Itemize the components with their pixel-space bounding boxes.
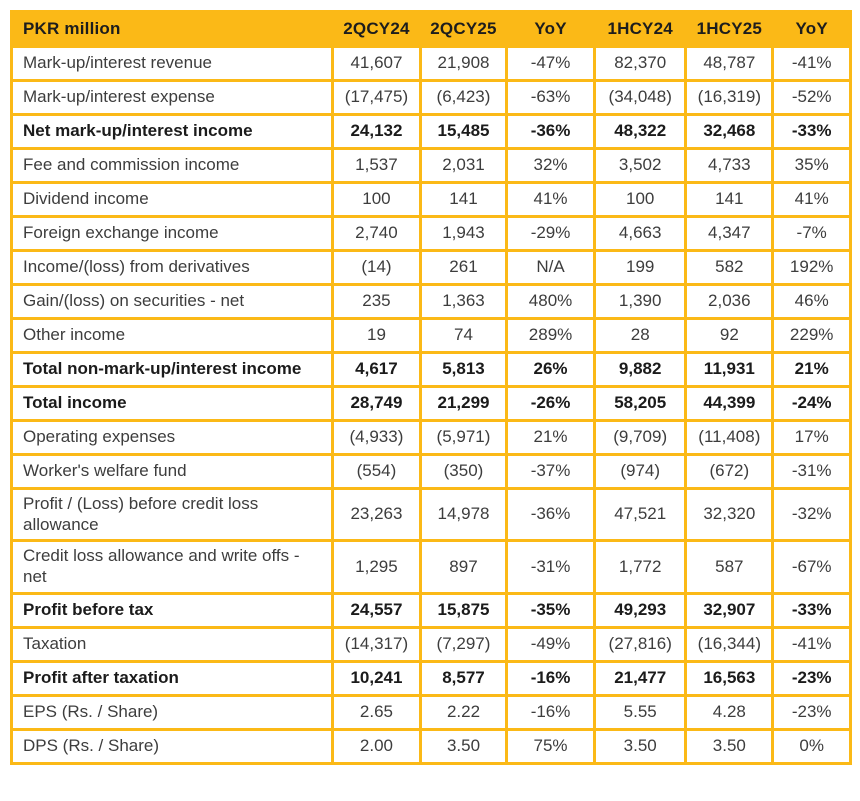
value-cell: -32% <box>773 489 851 541</box>
row-label: Credit loss allowance and write offs - net <box>12 541 333 593</box>
value-cell: (34,048) <box>595 81 686 115</box>
value-cell: -36% <box>506 115 594 149</box>
value-cell: 1,943 <box>421 217 507 251</box>
value-cell: (7,297) <box>421 627 507 661</box>
value-cell: -23% <box>773 661 851 695</box>
value-cell: 10,241 <box>332 661 420 695</box>
table-row <box>12 285 851 319</box>
row-label: Gain/(loss) on securities - net <box>12 285 333 319</box>
value-cell: 44,399 <box>686 387 773 421</box>
value-cell: 4.28 <box>686 695 773 729</box>
value-cell: 199 <box>595 251 686 285</box>
row-label: Total non-mark-up/interest income <box>12 353 333 387</box>
column-header-2qcy25: 2QCY25 <box>421 12 507 47</box>
row-label: Total income <box>12 387 333 421</box>
value-cell: 21,299 <box>421 387 507 421</box>
value-cell: (350) <box>421 455 507 489</box>
value-cell: -33% <box>773 593 851 627</box>
value-cell: 289% <box>506 319 594 353</box>
value-cell: (974) <box>595 455 686 489</box>
value-cell: -47% <box>506 47 594 81</box>
table-row <box>12 47 851 81</box>
value-cell: 8,577 <box>421 661 507 695</box>
table-row <box>12 251 851 285</box>
value-cell: 92 <box>686 319 773 353</box>
value-cell: 2.65 <box>332 695 420 729</box>
row-label: Profit after taxation <box>12 661 333 695</box>
value-cell: 4,733 <box>686 149 773 183</box>
value-cell: 4,617 <box>332 353 420 387</box>
table-row <box>12 455 851 489</box>
value-cell: 3.50 <box>421 729 507 763</box>
table-row <box>12 593 851 627</box>
table-row <box>12 353 851 387</box>
table-body <box>12 47 851 764</box>
value-cell: 41% <box>506 183 594 217</box>
table-row <box>12 695 851 729</box>
value-cell: -36% <box>506 489 594 541</box>
table-row <box>12 115 851 149</box>
value-cell: 32,468 <box>686 115 773 149</box>
table-row <box>12 217 851 251</box>
column-header-2qcy24: 2QCY24 <box>332 12 420 47</box>
value-cell: 100 <box>332 183 420 217</box>
value-cell: -67% <box>773 541 851 593</box>
table-row <box>12 183 851 217</box>
value-cell: 24,557 <box>332 593 420 627</box>
value-cell: 587 <box>686 541 773 593</box>
value-cell: -29% <box>506 217 594 251</box>
value-cell: 141 <box>686 183 773 217</box>
value-cell: 3.50 <box>686 729 773 763</box>
value-cell: 48,787 <box>686 47 773 81</box>
value-cell: 141 <box>421 183 507 217</box>
value-cell: 5,813 <box>421 353 507 387</box>
value-cell: 17% <box>773 421 851 455</box>
value-cell: 2.00 <box>332 729 420 763</box>
value-cell: 1,772 <box>595 541 686 593</box>
row-label: Foreign exchange income <box>12 217 333 251</box>
value-cell: 2,036 <box>686 285 773 319</box>
value-cell: 4,347 <box>686 217 773 251</box>
row-label: Worker's welfare fund <box>12 455 333 489</box>
row-label: Net mark-up/interest income <box>12 115 333 149</box>
value-cell: 15,485 <box>421 115 507 149</box>
value-cell: (14,317) <box>332 627 420 661</box>
value-cell: -52% <box>773 81 851 115</box>
row-label: Mark-up/interest revenue <box>12 47 333 81</box>
column-header-1hcy25: 1HCY25 <box>686 12 773 47</box>
value-cell: 82,370 <box>595 47 686 81</box>
value-cell: 582 <box>686 251 773 285</box>
table-row <box>12 661 851 695</box>
value-cell: 32% <box>506 149 594 183</box>
value-cell: 2,740 <box>332 217 420 251</box>
value-cell: -41% <box>773 627 851 661</box>
row-label: Fee and commission income <box>12 149 333 183</box>
value-cell: -35% <box>506 593 594 627</box>
value-cell: 480% <box>506 285 594 319</box>
row-label: Income/(loss) from derivatives <box>12 251 333 285</box>
value-cell: 100 <box>595 183 686 217</box>
table-row <box>12 149 851 183</box>
value-cell: 192% <box>773 251 851 285</box>
row-label: EPS (Rs. / Share) <box>12 695 333 729</box>
value-cell: -31% <box>506 541 594 593</box>
table-row <box>12 387 851 421</box>
value-cell: -24% <box>773 387 851 421</box>
value-cell: -16% <box>506 661 594 695</box>
table-row <box>12 729 851 763</box>
row-label: Taxation <box>12 627 333 661</box>
row-label: Other income <box>12 319 333 353</box>
value-cell: -63% <box>506 81 594 115</box>
value-cell: 24,132 <box>332 115 420 149</box>
value-cell: -16% <box>506 695 594 729</box>
row-label: Dividend income <box>12 183 333 217</box>
value-cell: 21,908 <box>421 47 507 81</box>
value-cell: 229% <box>773 319 851 353</box>
value-cell: -49% <box>506 627 594 661</box>
value-cell: 32,907 <box>686 593 773 627</box>
value-cell: -23% <box>773 695 851 729</box>
income-statement-table <box>10 10 852 765</box>
value-cell: 28,749 <box>332 387 420 421</box>
value-cell: -37% <box>506 455 594 489</box>
value-cell: 23,263 <box>332 489 420 541</box>
table-row <box>12 81 851 115</box>
value-cell: 2.22 <box>421 695 507 729</box>
value-cell: 35% <box>773 149 851 183</box>
value-cell: 49,293 <box>595 593 686 627</box>
column-header-yoy-quarter: YoY <box>506 12 594 47</box>
value-cell: 41,607 <box>332 47 420 81</box>
value-cell: 5.55 <box>595 695 686 729</box>
value-cell: 26% <box>506 353 594 387</box>
value-cell: 16,563 <box>686 661 773 695</box>
value-cell: 261 <box>421 251 507 285</box>
value-cell: -31% <box>773 455 851 489</box>
value-cell: 0% <box>773 729 851 763</box>
table-header-row <box>12 12 851 47</box>
value-cell: 1,390 <box>595 285 686 319</box>
value-cell: (4,933) <box>332 421 420 455</box>
value-cell: 48,322 <box>595 115 686 149</box>
row-label: Profit / (Loss) before credit loss allowance <box>12 489 333 541</box>
value-cell: 75% <box>506 729 594 763</box>
value-cell: 3,502 <box>595 149 686 183</box>
value-cell: 1,295 <box>332 541 420 593</box>
value-cell: 47,521 <box>595 489 686 541</box>
value-cell: 32,320 <box>686 489 773 541</box>
value-cell: 28 <box>595 319 686 353</box>
value-cell: 1,537 <box>332 149 420 183</box>
row-label: Mark-up/interest expense <box>12 81 333 115</box>
value-cell: 235 <box>332 285 420 319</box>
value-cell: -7% <box>773 217 851 251</box>
value-cell: 58,205 <box>595 387 686 421</box>
value-cell: 46% <box>773 285 851 319</box>
table-row <box>12 489 851 541</box>
value-cell: 2,031 <box>421 149 507 183</box>
value-cell: -26% <box>506 387 594 421</box>
value-cell: -41% <box>773 47 851 81</box>
value-cell: 19 <box>332 319 420 353</box>
column-header-1hcy24: 1HCY24 <box>595 12 686 47</box>
value-cell: (16,344) <box>686 627 773 661</box>
value-cell: -33% <box>773 115 851 149</box>
row-label: DPS (Rs. / Share) <box>12 729 333 763</box>
table-row <box>12 541 851 593</box>
value-cell: 3.50 <box>595 729 686 763</box>
value-cell: N/A <box>506 251 594 285</box>
value-cell: 21% <box>773 353 851 387</box>
column-header-yoy-half: YoY <box>773 12 851 47</box>
value-cell: 41% <box>773 183 851 217</box>
value-cell: (17,475) <box>332 81 420 115</box>
value-cell: 11,931 <box>686 353 773 387</box>
value-cell: (16,319) <box>686 81 773 115</box>
table-row <box>12 627 851 661</box>
value-cell: (11,408) <box>686 421 773 455</box>
value-cell: 4,663 <box>595 217 686 251</box>
value-cell: (5,971) <box>421 421 507 455</box>
column-header-pkr-million: PKR million <box>12 12 333 47</box>
value-cell: 1,363 <box>421 285 507 319</box>
value-cell: 21,477 <box>595 661 686 695</box>
table-row <box>12 421 851 455</box>
value-cell: (27,816) <box>595 627 686 661</box>
value-cell: 897 <box>421 541 507 593</box>
value-cell: (9,709) <box>595 421 686 455</box>
value-cell: (14) <box>332 251 420 285</box>
value-cell: (554) <box>332 455 420 489</box>
value-cell: 15,875 <box>421 593 507 627</box>
table-row <box>12 319 851 353</box>
value-cell: 9,882 <box>595 353 686 387</box>
value-cell: 14,978 <box>421 489 507 541</box>
row-label: Operating expenses <box>12 421 333 455</box>
row-label: Profit before tax <box>12 593 333 627</box>
value-cell: (6,423) <box>421 81 507 115</box>
value-cell: 21% <box>506 421 594 455</box>
value-cell: (672) <box>686 455 773 489</box>
value-cell: 74 <box>421 319 507 353</box>
